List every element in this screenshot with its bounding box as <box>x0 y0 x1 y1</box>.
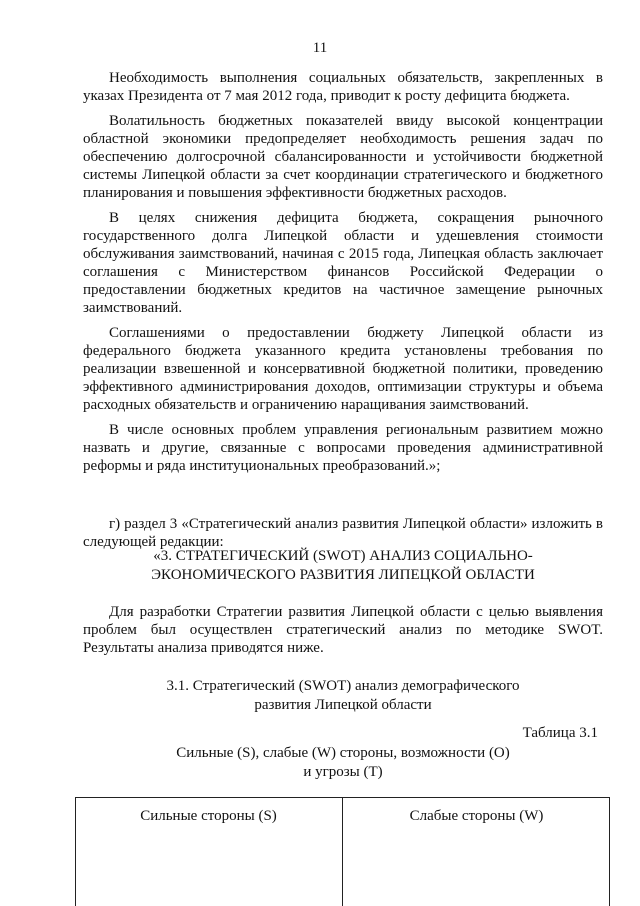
section-heading <box>83 547 603 585</box>
page-number: 11 <box>312 40 328 56</box>
paragraph-3: В целях снижения дефицита бюджета, сокращения рыночного государственного долга Липецкой области и удешевления стоимости обслуживания заимствований, начиная с 2015 года, Липецкая область заключает соглашения с Министерством финансов Российской Федерации о предоставлении бюджетных кредитов на частичное замещение рыночных заимствований. <box>83 210 603 316</box>
body-text <box>83 69 603 558</box>
table-caption-line-1: Сильные (S), слабые (W) стороны, возможности (O) <box>176 745 510 761</box>
table-caption <box>83 744 603 782</box>
subsection-heading-line-1: 3.1. Стратегический (SWOT) анализ демографического <box>166 678 520 694</box>
paragraph-2: Волатильность бюджетных показателей ввиду высокой концентрации областной экономики предопределяет необходимость решения задач по обеспечению долгосрочной сбалансированности и устойчивости бюджетной системы Липецкой области за счет координации стратегического и бюджетного планирования и повышения эффективности бюджетных расходов. <box>83 113 603 201</box>
header-weaknesses: Слабые стороны (W) <box>409 808 544 824</box>
intro-paragraph: Для разработки Стратегии развития Липецкой области с целью выявления проблем был осуществлен стратегический анализ по методике SWOT. Результаты анализа приводятся ниже. <box>83 604 603 656</box>
subsection-heading-line-2: развития Липецкой области <box>254 697 432 713</box>
paragraph-6: г) раздел 3 «Стратегический анализ развития Липецкой области» изложить в следующей редакции: <box>83 516 603 550</box>
paragraph-4: Соглашениями о предоставлении бюджету Липецкой области из федерального бюджета указанного кредита установлены требования по реализации взвешенной и консервативной бюджетной политики, проведению эффективного администрирования доходов, оптимизации структуры и объема расходных обязательств и ограничению наращивания заимствований. <box>83 325 603 413</box>
section-heading-line-2: ЭКОНОМИЧЕСКОГО РАЗВИТИЯ ЛИПЕЦКОЙ ОБЛАСТИ <box>151 567 535 583</box>
section-heading-line-1: «3. СТРАТЕГИЧЕСКИЙ (SWOT) АНАЛИЗ СОЦИАЛЬНО- <box>153 548 533 564</box>
paragraph-1: Необходимость выполнения социальных обязательств, закрепленных в указах Президента от 7 мая 2012 года, приводит к росту дефицита бюджета. <box>83 70 603 104</box>
header-strengths: Сильные стороны (S) <box>140 808 277 824</box>
table-caption-line-2: и угрозы (T) <box>303 764 383 780</box>
subsection-heading <box>83 677 603 715</box>
table-label: Таблица 3.1 <box>522 725 598 741</box>
swot-table <box>75 797 610 906</box>
paragraph-5: В числе основных проблем управления региональным развитием можно назвать и другие, связанные с вопросами проведения административной реформы и ряда институциональных преобразований.»; <box>83 422 603 474</box>
